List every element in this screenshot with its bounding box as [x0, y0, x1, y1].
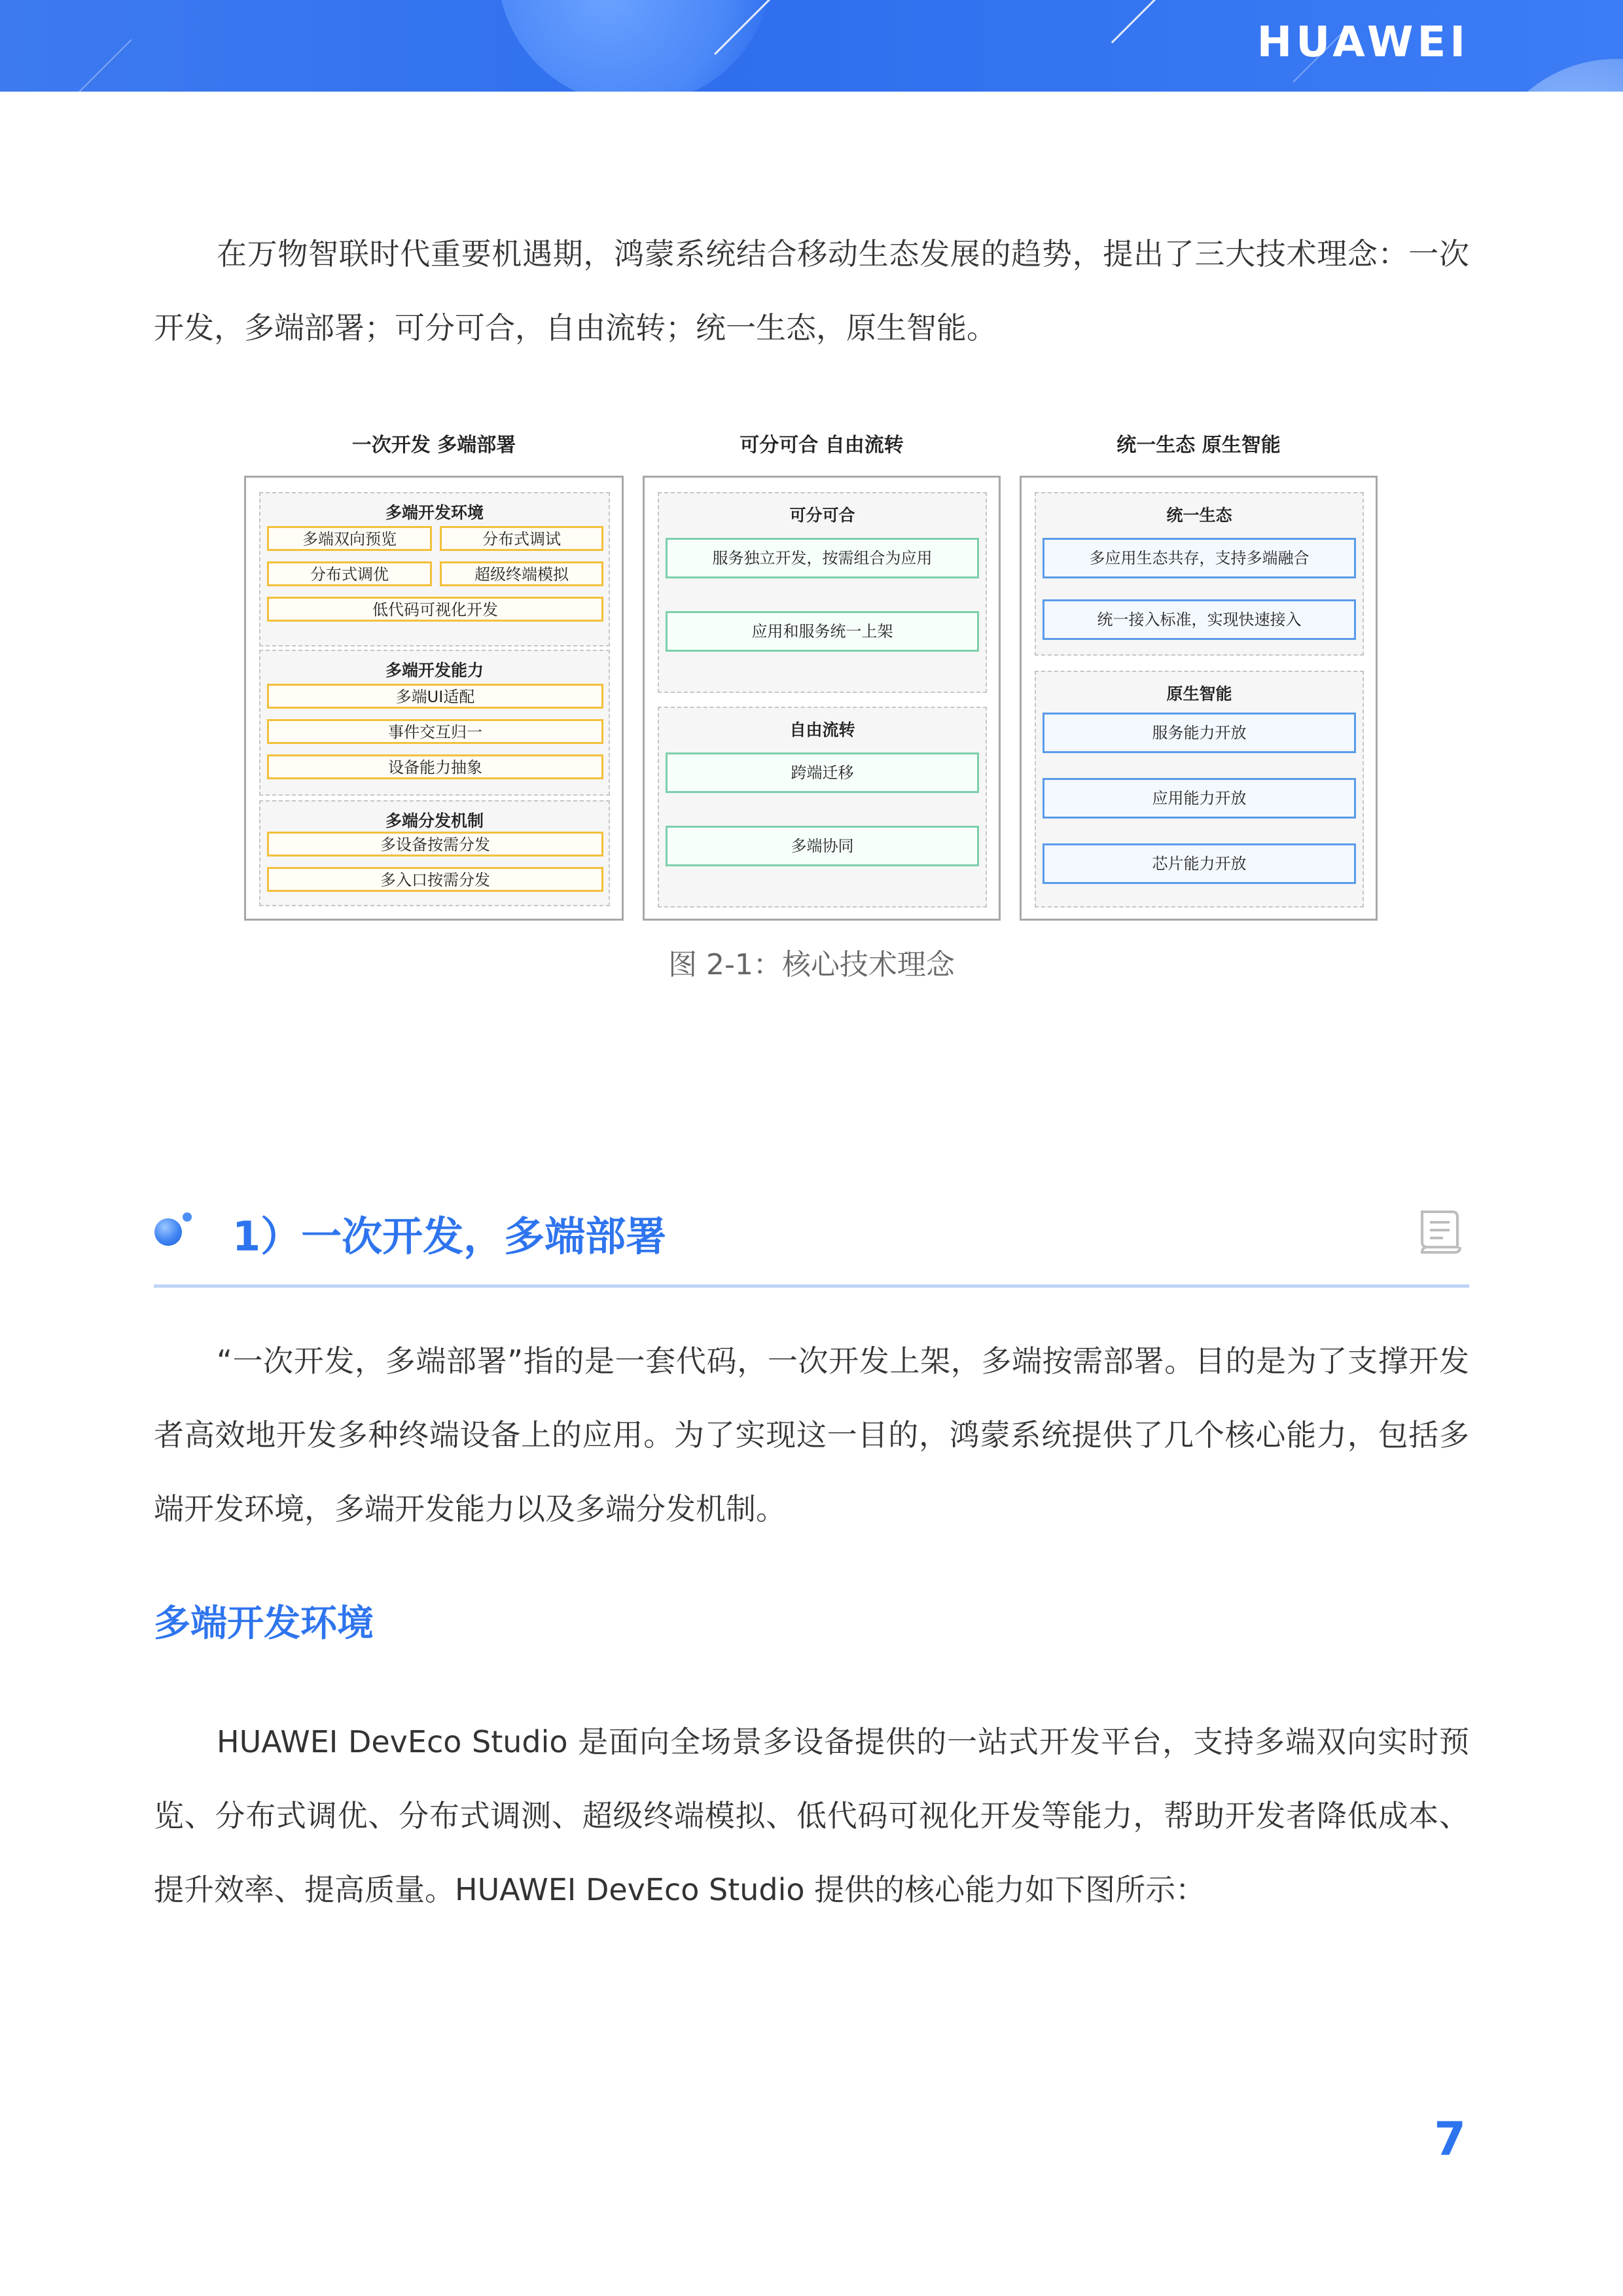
chip: 多应用生态共存，支持多端融合 — [1043, 538, 1356, 578]
header-decor-orb — [1479, 59, 1623, 92]
figure-caption: 图 2-1：核心技术理念 — [668, 948, 955, 981]
panel-multi-distribution — [259, 800, 610, 906]
figure-column-title: 一次开发 多端部署 — [351, 434, 516, 457]
section-bullet-icon — [183, 1212, 192, 1222]
chip: 分布式调试 — [440, 526, 603, 551]
figure-column-3 — [1020, 476, 1378, 921]
section-divider — [154, 1284, 1469, 1288]
panel-unified-ecosystem — [1035, 492, 1364, 656]
page-header-band — [0, 0, 1623, 92]
page-number: 7 — [1434, 2112, 1466, 2166]
section-title: 1）一次开发，多端部署 — [232, 1212, 667, 1260]
chip: 服务能力开放 — [1043, 713, 1356, 753]
body-paragraph: “一次开发，多端部署”指的是一套代码，一次开发上架，多端按需部署。目的是为了支撑开发者高效地开发多种终端设备上的应用。为了实现这一目的，鸿蒙系统提供了几个核心能力，包括多端开发环境，多端开发能力以及多端分发机制。 — [154, 1343, 1469, 1527]
chip: 设备能力抽象 — [267, 754, 603, 779]
chip: 多端UI适配 — [267, 684, 603, 709]
chip: 服务独立开发，按需组合为应用 — [666, 538, 979, 578]
panel-title: 多端开发环境 — [385, 503, 484, 522]
panel-free-flow — [658, 707, 987, 908]
subsection-title: 多端开发环境 — [154, 1602, 374, 1645]
chip: 低代码可视化开发 — [267, 597, 603, 622]
panel-multi-dev-env — [259, 492, 610, 646]
figure-column-2 — [643, 476, 1001, 921]
header-decor-orb — [497, 0, 772, 92]
section-bullet-icon — [154, 1218, 182, 1246]
panel-title: 原生智能 — [1166, 684, 1232, 703]
figure-column-1 — [244, 476, 624, 921]
chip: 超级终端模拟 — [440, 561, 603, 586]
chip: 多端协同 — [666, 826, 979, 866]
brand-logo-text: HUAWEI — [1257, 18, 1469, 67]
header-decor-line — [75, 39, 132, 92]
chip: 多端双向预览 — [267, 526, 432, 551]
chip: 多设备按需分发 — [267, 832, 603, 857]
chip: 应用和服务统一上架 — [666, 611, 979, 652]
chip: 跨端迁移 — [666, 752, 979, 793]
chip: 分布式调优 — [267, 561, 432, 586]
panel-title: 统一生态 — [1166, 506, 1232, 525]
panel-separable-combinable — [658, 492, 987, 693]
panel-title: 多端开发能力 — [385, 661, 484, 680]
figure-column-title: 可分可合 自由流转 — [740, 434, 904, 457]
chip: 多入口按需分发 — [267, 867, 603, 892]
chip: 统一接入标准，实现快速接入 — [1043, 599, 1356, 640]
document-icon — [1417, 1209, 1463, 1256]
intro-paragraph: 在万物智联时代重要机遇期，鸿蒙系统结合移动生态发展的趋势，提出了三大技术理念：一次开发，多端部署；可分可合，自由流转；统一生态，原生智能。 — [154, 236, 1469, 345]
body-paragraph: HUAWEI DevEco Studio 是面向全场景多设备提供的一站式开发平台，支持多端双向实时预览、分布式调优、分布式调测、超级终端模拟、低代码可视化开发等能力，帮助开发者降低成本、提升效率、提高质量。HUAWEI DevEco Studio 提供的核心能力如下图所示： — [154, 1724, 1469, 1907]
figure-column-title: 统一生态 原生智能 — [1116, 434, 1281, 457]
panel-title: 多端分发机制 — [385, 811, 484, 830]
panel-multi-dev-capability — [259, 650, 610, 796]
panel-title: 可分可合 — [789, 506, 855, 525]
chip: 应用能力开放 — [1043, 778, 1356, 819]
chip: 事件交互归一 — [267, 719, 603, 744]
chip: 芯片能力开放 — [1043, 843, 1356, 884]
panel-native-intelligence — [1035, 671, 1364, 908]
header-decor-line — [1111, 0, 1161, 43]
panel-title: 自由流转 — [789, 720, 855, 739]
